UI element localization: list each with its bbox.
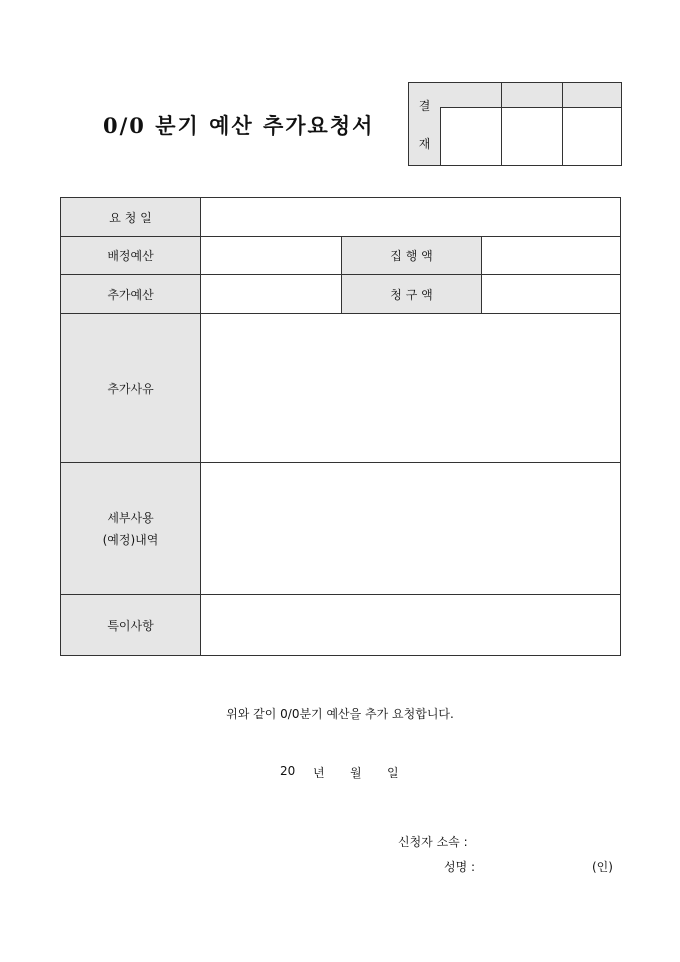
remarks-field[interactable]	[201, 595, 620, 655]
allocated-budget-field[interactable]	[201, 237, 342, 275]
approval-header-row	[440, 83, 621, 108]
date-year-prefix: 20	[280, 764, 296, 778]
approval-label-bottom: 재	[418, 137, 431, 151]
approval-label-column	[409, 83, 441, 165]
executed-amount-field[interactable]	[482, 237, 620, 275]
request-date-label: 요 청 일	[61, 198, 201, 237]
applicant-affiliation-label: 신청자 소속 :	[398, 835, 468, 849]
seal-mark: (인)	[592, 860, 613, 874]
claimed-amount-field[interactable]	[482, 275, 620, 314]
approval-label-top: 결	[418, 99, 431, 113]
detail-usage-field[interactable]	[201, 463, 620, 595]
claimed-amount-label: 청 구 액	[342, 275, 482, 314]
applicant-name-label: 성명 :	[444, 860, 476, 874]
budget-request-form	[60, 197, 621, 656]
approval-sign-slot-2[interactable]	[502, 108, 562, 165]
approval-box	[408, 82, 622, 166]
date-year-unit: 년	[313, 766, 325, 780]
detail-usage-label	[61, 463, 201, 595]
request-statement: 위와 같이 0/0분기 예산을 추가 요청합니다.	[226, 707, 454, 721]
document-title: 0/0 분기 예산 추가요청서	[103, 113, 375, 138]
executed-amount-label: 집 행 액	[342, 237, 482, 275]
approval-sign-slot-3[interactable]	[563, 108, 621, 165]
detail-usage-label-line2: (예정)내역	[102, 532, 159, 547]
request-date-field[interactable]	[201, 198, 620, 237]
additional-budget-label: 추가예산	[61, 275, 201, 314]
reason-label: 추가사유	[61, 314, 201, 463]
date-day-unit: 일	[387, 766, 399, 780]
detail-usage-label-line1: 세부사용	[107, 510, 154, 525]
reason-field[interactable]	[201, 314, 620, 463]
approval-sign-slot-1[interactable]	[441, 108, 501, 165]
remarks-label: 특이사항	[61, 595, 201, 655]
additional-budget-field[interactable]	[201, 275, 342, 314]
date-month-unit: 월	[350, 766, 362, 780]
allocated-budget-label: 배정예산	[61, 237, 201, 275]
